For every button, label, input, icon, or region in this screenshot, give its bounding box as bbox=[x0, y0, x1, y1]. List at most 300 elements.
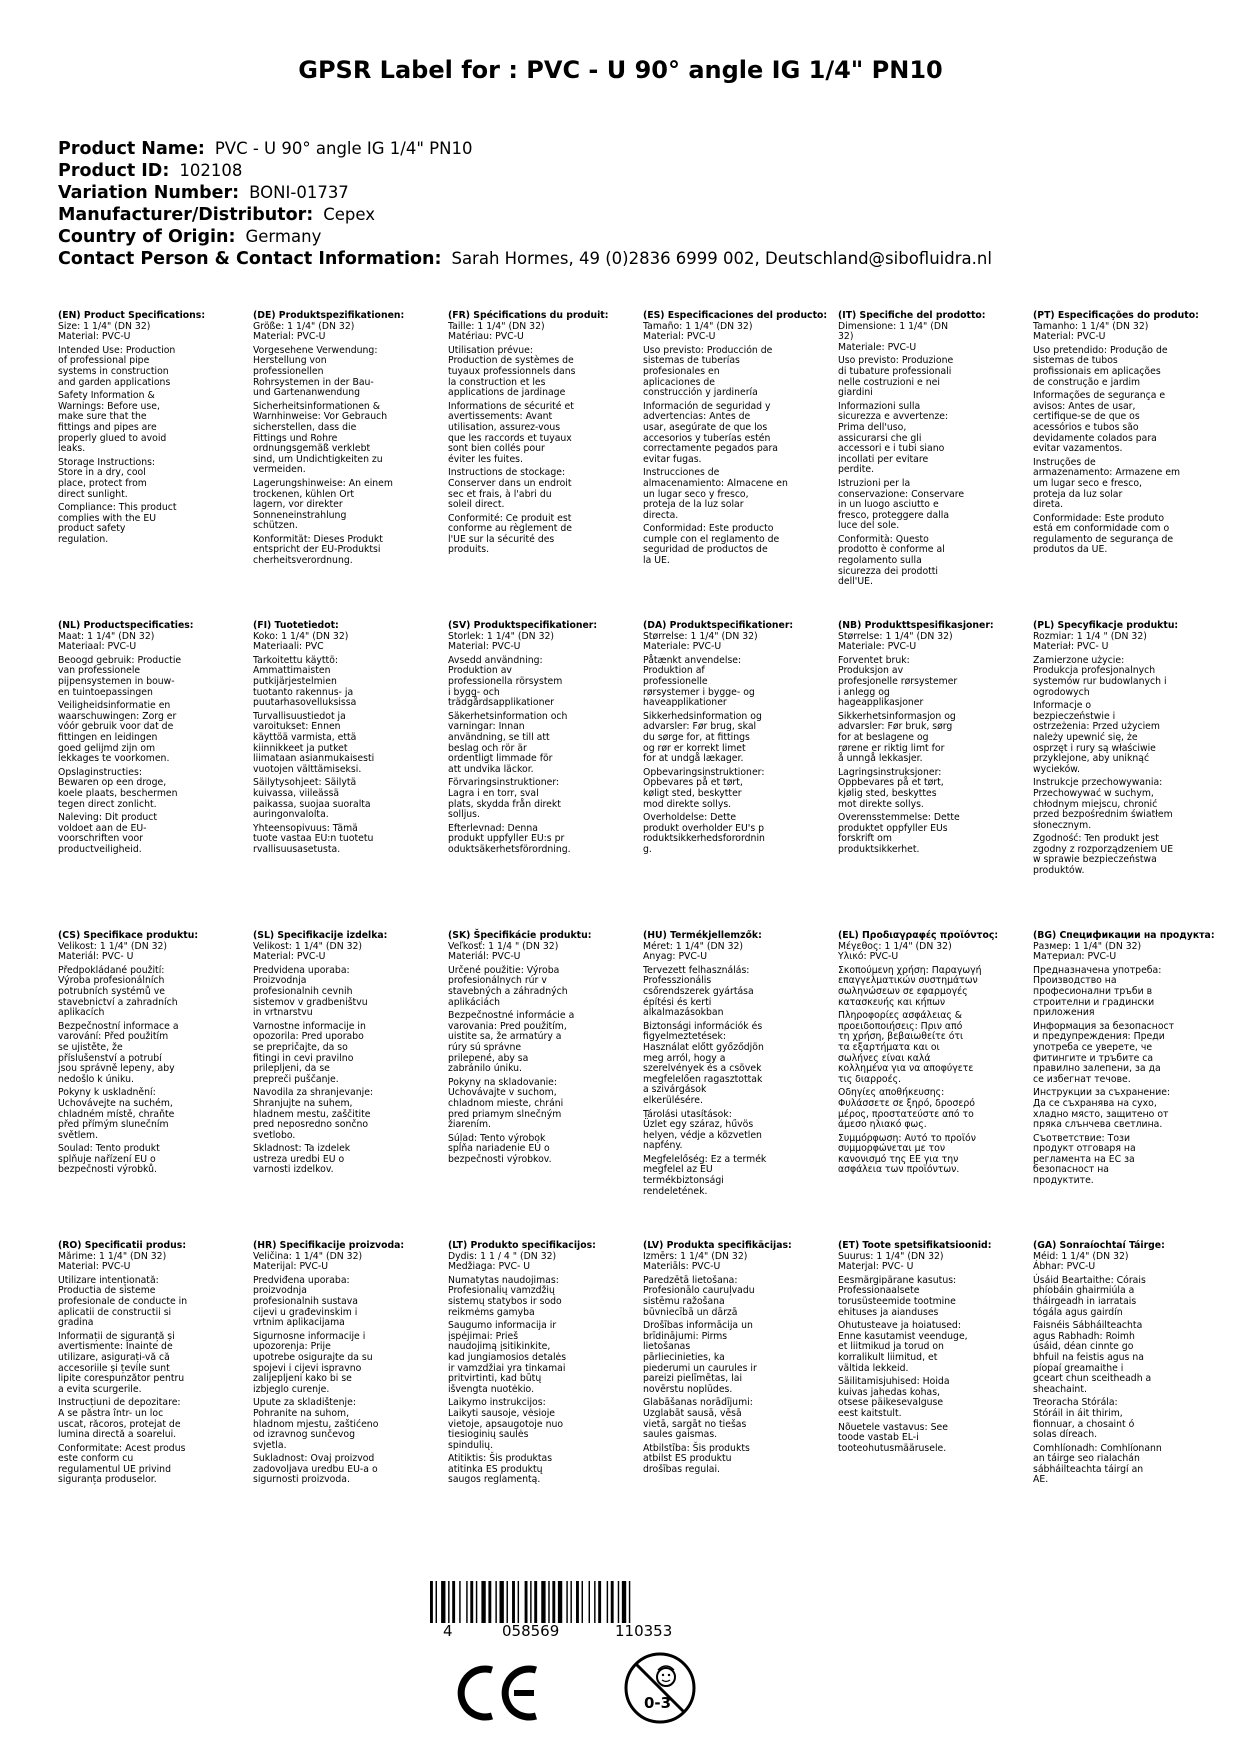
spec-line: Turvallisuustiedot ja bbox=[253, 710, 346, 722]
spec-paragraph bbox=[448, 1321, 638, 1395]
spec-block bbox=[838, 1241, 1028, 1457]
spec-line: Materiāls: PVC-U bbox=[643, 1261, 721, 1273]
spec-line: κατασκευής και κήπων bbox=[838, 996, 946, 1008]
spec-line: Предназначена употреба: bbox=[1033, 964, 1162, 976]
spec-line: строителни и градински bbox=[1033, 996, 1155, 1008]
spec-paragraph bbox=[58, 391, 248, 455]
spec-line: tuyaux professionnels dans bbox=[448, 365, 576, 377]
barcode-bar bbox=[495, 1581, 496, 1623]
spec-line: rúry sú správne bbox=[448, 1041, 522, 1053]
spec-line: Drošības informācija un bbox=[643, 1320, 753, 1332]
spec-line: A se păstra într- un loc bbox=[58, 1407, 164, 1419]
spec-line: helyen, védje a közvetlen bbox=[643, 1129, 762, 1141]
spec-paragraph bbox=[1033, 1088, 1223, 1130]
spec-line: rendeletének. bbox=[643, 1185, 708, 1197]
spec-line: profesjonelle rørsystemer bbox=[838, 675, 958, 687]
spec-line: hageapplikasjoner bbox=[838, 697, 924, 709]
spec-line: a evita scurgerile. bbox=[58, 1383, 142, 1395]
spec-line: varnosti izdelkov. bbox=[253, 1164, 334, 1176]
spec-line: Soulad: Tento produkt bbox=[58, 1143, 160, 1155]
spec-line: Production de systèmes de bbox=[448, 355, 574, 367]
spec-line: meg arról, hogy a bbox=[643, 1052, 726, 1064]
spec-line: Koko: 1 1/4" (DN 32) bbox=[253, 630, 349, 642]
spec-line: építési és kerti bbox=[643, 996, 712, 1008]
spec-line: torusüsteemide tootmine bbox=[838, 1295, 956, 1307]
spec-block bbox=[253, 1241, 443, 1489]
spec-paragraph bbox=[58, 1088, 248, 1141]
spec-line: regulamentul UE privind bbox=[58, 1463, 171, 1475]
spec-line: Zgodność: Ten produkt jest bbox=[1033, 833, 1159, 845]
spec-paragraph bbox=[643, 1444, 833, 1476]
spec-paragraph bbox=[1033, 778, 1223, 831]
spec-line: przyklejone, aby uniknąć bbox=[1033, 753, 1150, 765]
spec-line: Proizvodnja bbox=[253, 975, 307, 987]
spec-line: sábháilteachta táirgí an bbox=[1033, 1463, 1144, 1475]
spec-line: Matériau: PVC-U bbox=[448, 331, 524, 343]
spec-line: Ohutusteave ja hoiatused: bbox=[838, 1320, 961, 1332]
spec-line: Izmērs: 1 1/4" (DN 32) bbox=[643, 1250, 748, 1262]
spec-line: aplikáciách bbox=[448, 996, 501, 1008]
spec-line: Atbilstība: Šis produkts bbox=[643, 1442, 750, 1454]
spec-line: gradina bbox=[58, 1317, 94, 1329]
spec-line: Material: PVC-U bbox=[643, 331, 716, 343]
spec-line: pijpensystemen in bouw- bbox=[58, 675, 175, 687]
spec-line: figyelmeztetések: bbox=[643, 1031, 727, 1043]
page-title: GPSR Label for : PVC - U 90° angle IG 1/4" PN10 bbox=[298, 56, 943, 84]
spec-line: Shranjujte na suhem, bbox=[253, 1097, 353, 1109]
spec-paragraph bbox=[643, 1398, 833, 1440]
spec-line: Skladnost: Ta izdelek bbox=[253, 1143, 351, 1155]
spec-line: perdite. bbox=[838, 464, 875, 476]
spec-line: Materiale: PVC-U bbox=[838, 341, 917, 353]
barcode-bar bbox=[481, 1581, 485, 1623]
spec-line: tiesioginių saulės bbox=[448, 1429, 529, 1441]
spec-line: direct sunlight. bbox=[58, 488, 128, 500]
spec-line: å unngå lekkasjer. bbox=[838, 753, 923, 765]
spec-line: Utilisation prévue: bbox=[448, 344, 533, 356]
spec-line: bezpieczeństwie i bbox=[1033, 710, 1116, 722]
barcode-left-digits: 058569 bbox=[502, 1622, 560, 1640]
spec-paragraph bbox=[643, 1321, 833, 1395]
spec-line: Dimensione: 1 1/4" (DN bbox=[838, 320, 949, 332]
spec-line: en tuintoepassingen bbox=[58, 686, 153, 698]
info-label: Variation Number: bbox=[58, 183, 240, 203]
spec-paragraph bbox=[1033, 514, 1223, 556]
spec-line: Overensstemmelse: Dette bbox=[838, 812, 960, 824]
spec-line: Información de seguridad y bbox=[643, 400, 771, 412]
spec-line: systems in construction bbox=[58, 365, 169, 377]
info-row bbox=[58, 182, 992, 204]
spec-line: an táirge seo rialachán bbox=[1033, 1453, 1140, 1465]
spec-paragraph bbox=[838, 1134, 1028, 1176]
spec-line: sheachaint. bbox=[1033, 1383, 1087, 1395]
spec-line: Veličina: 1 1/4" (DN 32) bbox=[253, 1250, 363, 1262]
spec-line: Размер: 1 1/4" (DN 32) bbox=[1033, 940, 1142, 952]
spec-line: Informacje o bbox=[1033, 700, 1092, 712]
spec-line: sistemov v gradbeništvu bbox=[253, 996, 368, 1008]
spec-line: άμεσο ηλιακό φως. bbox=[838, 1119, 927, 1131]
spec-line: píopaí greamaithe i bbox=[1033, 1362, 1124, 1374]
spec-line: Compliance: This product bbox=[58, 502, 177, 514]
spec-line: Informații de siguranță și bbox=[58, 1330, 175, 1342]
spec-paragraph bbox=[448, 966, 638, 1008]
spec-line: Enne kasutamist veenduge, bbox=[838, 1330, 968, 1342]
spec-paragraph bbox=[838, 1262, 1028, 1273]
spec-line: du sørge for, at fittings bbox=[643, 731, 750, 743]
spec-heading: (PL) Specyfikacje produktu: bbox=[1033, 620, 1179, 631]
spec-line: Sigurnosne informacije i bbox=[253, 1330, 366, 1342]
spec-paragraph bbox=[838, 1088, 1028, 1130]
spec-paragraph bbox=[643, 642, 833, 653]
spec-line: professionella rörsystem bbox=[448, 675, 563, 687]
barcode-bar bbox=[576, 1581, 579, 1623]
spec-paragraph bbox=[1033, 966, 1223, 1019]
spec-line: certifique-se de que os bbox=[1033, 411, 1140, 423]
spec-paragraph bbox=[643, 1110, 833, 1152]
spec-line: profesionalnih cevnih bbox=[253, 985, 353, 997]
spec-paragraph bbox=[58, 1144, 248, 1176]
spec-line: proizvodnja bbox=[253, 1285, 307, 1297]
spec-line: Laikymo instrukcijos: bbox=[448, 1397, 546, 1409]
spec-line: napfény. bbox=[643, 1140, 683, 1152]
spec-line: stavebných a záhradných bbox=[448, 985, 568, 997]
spec-line: zgodny z rozporządzeniem UE bbox=[1033, 843, 1174, 855]
spec-line: Treoracha Stórála: bbox=[1033, 1397, 1118, 1409]
spec-line: användning, se till att bbox=[448, 731, 550, 743]
spec-line: Υλικό: PVC-U bbox=[838, 951, 899, 963]
spec-line: Säkerhetsinformation och bbox=[448, 710, 568, 722]
spec-line: Produksjon av bbox=[838, 665, 904, 677]
spec-line: sistemas de tuberías bbox=[643, 355, 740, 367]
spec-paragraph bbox=[643, 402, 833, 466]
spec-heading: (FI) Tuotetiedot: bbox=[253, 620, 339, 631]
spec-line: prilepljeni, da se bbox=[253, 1063, 330, 1075]
spec-paragraph bbox=[253, 1276, 443, 1329]
spec-line: Informações de segurança e bbox=[1033, 390, 1166, 402]
spec-line: należy upewnić się, że bbox=[1033, 731, 1138, 743]
spec-line: Material: PVC-U bbox=[58, 1261, 131, 1273]
spec-line: Predviđena uporaba: bbox=[253, 1274, 350, 1286]
spec-line: Tervezett felhasználás: bbox=[643, 964, 750, 976]
spec-line: beslag och rör är bbox=[448, 742, 527, 754]
spec-line: di tubature professionali bbox=[838, 365, 952, 377]
spec-line: puutarhasovelluksissa bbox=[253, 697, 357, 709]
spec-line: Pokyny na skladovanie: bbox=[448, 1076, 558, 1088]
spec-line: Size: 1 1/4" (DN 32) bbox=[58, 320, 151, 332]
barcode-bar bbox=[430, 1581, 433, 1623]
spec-paragraph bbox=[253, 1454, 443, 1486]
spec-line: Sicherheitsinformationen & bbox=[253, 400, 381, 412]
spec-line: kjølig sted, beskyttes bbox=[838, 787, 937, 799]
spec-line: Tárolási utasítások: bbox=[643, 1108, 732, 1120]
spec-line: Anyag: PVC-U bbox=[643, 951, 708, 963]
spec-heading: (DE) Produktspezifikationen: bbox=[253, 310, 405, 321]
spec-line: bhfuil na feistis agus na bbox=[1033, 1351, 1144, 1363]
spec-line: kuivas jahedas kohas, bbox=[838, 1386, 940, 1398]
spec-line: Uso pretendido: Produção de bbox=[1033, 344, 1168, 356]
spec-paragraph bbox=[838, 642, 1028, 653]
spec-line: Instrukcje przechowywania: bbox=[1033, 777, 1163, 789]
spec-line: tegen direct zonlicht. bbox=[58, 798, 157, 810]
spec-line: Předpokládané použití: bbox=[58, 964, 165, 976]
spec-line: Материал: PVC-U bbox=[1033, 951, 1117, 963]
spec-line: Opbevaringsinstruktioner: bbox=[643, 766, 765, 778]
spec-paragraph bbox=[643, 1262, 833, 1273]
spec-line: Uso previsto: Producción de bbox=[643, 344, 773, 356]
spec-block bbox=[838, 621, 1028, 858]
spec-line: opozorila: Pred uporabo bbox=[253, 1031, 364, 1043]
spec-line: sistemų statybos ir sodo bbox=[448, 1295, 562, 1307]
spec-line: almacenamiento: Almacene en bbox=[643, 477, 788, 489]
spec-paragraph bbox=[58, 952, 248, 963]
spec-line: prepreči puščanje. bbox=[253, 1073, 339, 1085]
spec-paragraph bbox=[838, 813, 1028, 855]
spec-line: ordentligt limmade för bbox=[448, 753, 553, 765]
spec-paragraph bbox=[643, 1276, 833, 1318]
spec-line: accesorios y tuberías estén bbox=[643, 432, 771, 444]
spec-line: и предупреждения: Преди bbox=[1033, 1031, 1165, 1043]
spec-heading: (EN) Product Specifications: bbox=[58, 310, 206, 321]
spec-line: kiinnikkeet ja putket bbox=[253, 742, 348, 754]
spec-paragraph bbox=[1033, 346, 1223, 388]
spec-heading: (RO) Specificatii produs: bbox=[58, 1240, 187, 1251]
spec-paragraph bbox=[838, 343, 1028, 354]
spec-line: Съответствие: Този bbox=[1033, 1132, 1130, 1144]
spec-line: słonecznym. bbox=[1033, 819, 1092, 831]
barcode-bar bbox=[598, 1581, 601, 1623]
spec-line: žiarením. bbox=[448, 1119, 491, 1131]
spec-line: Conformidade: Este produto bbox=[1033, 512, 1165, 524]
spec-line: σωληνώσεων σε εφαρμογές bbox=[838, 985, 968, 997]
spec-line: vietoje, apsaugotoje nuo bbox=[448, 1418, 564, 1430]
spec-line: varningar: Innan bbox=[448, 721, 525, 733]
spec-line: megfelelően ragasztottak bbox=[643, 1073, 763, 1085]
spec-line: armazenamento: Armazene em bbox=[1033, 467, 1181, 479]
spec-line: Bewaren op een droge, bbox=[58, 777, 167, 789]
spec-paragraph bbox=[58, 1022, 248, 1086]
spec-line: applications de jardinage bbox=[448, 387, 566, 399]
spec-paragraph bbox=[643, 813, 833, 855]
spec-line: Tarkoitettu käyttö: bbox=[253, 654, 339, 666]
barcode-bar bbox=[629, 1581, 630, 1623]
spec-paragraph bbox=[253, 1398, 443, 1451]
spec-line: entspricht der EU-Produktsi bbox=[253, 544, 381, 556]
barcode-bar bbox=[618, 1581, 619, 1623]
barcode-bar bbox=[525, 1581, 528, 1623]
spec-heading: (PT) Especificações do produto: bbox=[1033, 310, 1199, 321]
spec-line: de construção e jardim bbox=[1033, 376, 1141, 388]
barcode-bar bbox=[476, 1581, 477, 1623]
spec-line: Instrucțiuni de depozitare: bbox=[58, 1397, 181, 1409]
info-label: Country of Origin: bbox=[58, 227, 236, 247]
spec-paragraph bbox=[448, 824, 638, 856]
spec-line: Størrelse: 1 1/4" (DN 32) bbox=[838, 630, 953, 642]
spec-line: Vorgesehene Verwendung: bbox=[253, 344, 378, 356]
spec-line: a szivárgások bbox=[643, 1084, 707, 1096]
spec-line: продукт отговаря на bbox=[1033, 1143, 1136, 1155]
spec-line: Store in a dry, cool bbox=[58, 467, 146, 479]
spec-block bbox=[253, 931, 443, 1179]
spec-paragraph bbox=[838, 535, 1028, 588]
barcode bbox=[430, 1581, 730, 1623]
spec-paragraph bbox=[58, 1332, 248, 1396]
spec-line: fionnuar, a chosaint ó bbox=[1033, 1418, 1135, 1430]
barcode-bar bbox=[512, 1581, 515, 1623]
spec-line: įspėjimai: Prieš bbox=[448, 1330, 519, 1342]
info-value: BONI-01737 bbox=[249, 183, 349, 202]
spec-line: tógála agus gairdín bbox=[1033, 1306, 1123, 1318]
spec-line: schützen. bbox=[253, 520, 298, 532]
spec-line: Material: PVC-U bbox=[58, 331, 131, 343]
spec-paragraph bbox=[58, 813, 248, 855]
spec-line: Warnings: Before use, bbox=[58, 400, 160, 412]
spec-paragraph bbox=[838, 952, 1028, 963]
spec-line: Produktion av bbox=[448, 665, 512, 677]
spec-paragraph bbox=[1033, 1262, 1223, 1273]
spec-line: i bygg- och bbox=[448, 686, 500, 698]
spec-line: Instruções de bbox=[1033, 456, 1096, 468]
spec-line: Výroba profesionálních bbox=[58, 975, 165, 987]
spec-line: Produkcja profesjonalnych bbox=[1033, 665, 1156, 677]
spec-line: regulamento de segurança de bbox=[1033, 533, 1174, 545]
spec-line: accesoriile și țevile sunt bbox=[58, 1362, 170, 1374]
spec-line: 32) bbox=[838, 331, 854, 343]
spec-line: Profesionālo cauruļvadu bbox=[643, 1285, 755, 1297]
spec-paragraph bbox=[838, 479, 1028, 532]
spec-line: käyttöä varmista, että bbox=[253, 731, 357, 743]
spec-line: се избегнат течове. bbox=[1033, 1073, 1131, 1085]
spec-heading: (LV) Produkta specifikācijas: bbox=[643, 1240, 792, 1251]
spec-line: τη χρήση, βεβαιωθείτε ότι bbox=[838, 1031, 964, 1043]
barcode-bar bbox=[594, 1581, 595, 1623]
spec-line: Πληροφορίες ασφάλειας & bbox=[838, 1010, 963, 1022]
spec-line: Informations de sécurité et bbox=[448, 400, 574, 412]
spec-line: szerelvények és a csövek bbox=[643, 1063, 762, 1075]
spec-line: Material: PVC-U bbox=[448, 641, 521, 653]
info-label: Contact Person & Contact Information: bbox=[58, 249, 442, 269]
spec-line: zadovoljava uredbu EU-a o bbox=[253, 1463, 378, 1475]
spec-line: prilepené, aby sa bbox=[448, 1052, 529, 1064]
spec-line: pred neposredno sončno bbox=[253, 1119, 369, 1131]
spec-line: τα εξαρτήματα και οι bbox=[838, 1041, 940, 1053]
spec-line: Rohrsystemen in der Bau- bbox=[253, 376, 374, 388]
spec-heading: (ES) Especificaciones del producto: bbox=[643, 310, 828, 321]
spec-line: vietā, sargāt no tiešas bbox=[643, 1418, 747, 1430]
spec-line: lekkages te voorkomen. bbox=[58, 753, 170, 765]
spec-line: incollati per evitare bbox=[838, 453, 929, 465]
spec-line: Biztonsági információk és bbox=[643, 1020, 763, 1032]
spec-line: tháirgeadh in iarratais bbox=[1033, 1295, 1137, 1307]
spec-line: in un luogo asciutto e bbox=[838, 499, 939, 511]
spec-line: potrubních systémů ve bbox=[58, 985, 165, 997]
spec-paragraph bbox=[838, 322, 1028, 343]
spec-paragraph bbox=[253, 952, 443, 963]
spec-line: tuote vastaa EU:n tuotetu bbox=[253, 833, 374, 845]
spec-line: produits. bbox=[448, 544, 490, 556]
spec-line: att undvika läckor. bbox=[448, 763, 534, 775]
spec-paragraph bbox=[58, 1262, 248, 1273]
spec-line: Nõuetele vastavus: See bbox=[838, 1421, 948, 1433]
spec-paragraph bbox=[58, 966, 248, 1019]
spec-line: este conform cu bbox=[58, 1453, 134, 1465]
spec-line: Bezpečnostné informácie a bbox=[448, 1010, 575, 1022]
spec-line: spojevi i cijevi ispravno bbox=[253, 1362, 362, 1374]
spec-line: produktów. bbox=[1033, 865, 1085, 877]
spec-heading: (HU) Termékjellemzők: bbox=[643, 930, 762, 941]
spec-line: Material: PVC-U bbox=[253, 331, 326, 343]
spec-line: aplicatii de constructii si bbox=[58, 1306, 172, 1318]
spec-paragraph bbox=[58, 1398, 248, 1440]
spec-paragraph bbox=[448, 656, 638, 709]
spec-block bbox=[58, 931, 248, 1179]
spec-line: auringonvalolta. bbox=[253, 809, 329, 821]
spec-line: Navodila za shranjevanje: bbox=[253, 1087, 374, 1099]
spec-line: chłodnym miejscu, chronić bbox=[1033, 798, 1158, 810]
spec-line: Mărime: 1 1/4" (DN 32) bbox=[58, 1250, 167, 1262]
spec-line: varování: Před použitím bbox=[58, 1031, 169, 1043]
spec-paragraph bbox=[643, 1022, 833, 1107]
spec-line: proteja de la luz solar bbox=[643, 499, 744, 511]
spec-line: Herstellung von bbox=[253, 355, 327, 367]
spec-line: l'UE sur la sécurité des bbox=[448, 533, 555, 545]
spec-block bbox=[643, 311, 833, 570]
spec-line: Beoogd gebruik: Productie bbox=[58, 654, 182, 666]
spec-line: upozorenja: Prije bbox=[253, 1341, 331, 1353]
spec-line: productveiligheid. bbox=[58, 843, 142, 855]
spec-line: Prima dell'uso, bbox=[838, 421, 907, 433]
info-row bbox=[58, 204, 992, 226]
spec-line: éviter les fuites. bbox=[448, 453, 523, 465]
spec-line: Materiale: PVC-U bbox=[838, 641, 917, 653]
spec-paragraph bbox=[448, 402, 638, 466]
spec-heading: (DA) Produktspecifikationer: bbox=[643, 620, 794, 631]
spec-paragraph bbox=[643, 346, 833, 399]
spec-line: Påtænkt anvendelse: bbox=[643, 654, 742, 666]
spec-paragraph bbox=[448, 1078, 638, 1131]
spec-line: Materiál: PVC-U bbox=[448, 951, 521, 963]
spec-line: product safety bbox=[58, 523, 126, 535]
barcode-bar bbox=[566, 1581, 567, 1623]
spec-paragraph bbox=[1033, 1134, 1223, 1187]
spec-line: profesionalnih sustava bbox=[253, 1295, 358, 1307]
spec-line: Dydis: 1 1 / 4 " (DN 32) bbox=[448, 1250, 557, 1262]
spec-line: solas díreach. bbox=[1033, 1429, 1098, 1441]
spec-line: Tamanho: 1 1/4" (DN 32) bbox=[1033, 320, 1149, 332]
info-value: Cepex bbox=[323, 205, 376, 224]
spec-line: Safety Information & bbox=[58, 390, 155, 402]
spec-line: utilizare, asigurați-vă că bbox=[58, 1351, 170, 1363]
spec-block bbox=[643, 1241, 833, 1478]
spec-paragraph bbox=[1033, 642, 1223, 653]
spec-paragraph bbox=[1033, 701, 1223, 775]
spec-line: chladnom mieste, chráni bbox=[448, 1097, 564, 1109]
spec-heading: (FR) Spécifications du produit: bbox=[448, 310, 609, 321]
spec-line: zabránilo úniku. bbox=[448, 1063, 523, 1075]
spec-line: безопасност на bbox=[1033, 1164, 1109, 1176]
spec-paragraph bbox=[253, 1088, 443, 1141]
spec-line: Materjal: PVC- U bbox=[838, 1261, 914, 1273]
spec-line: Lagerungshinweise: An einem bbox=[253, 477, 393, 489]
spec-line: προειδοποιήσεις: Πριν από bbox=[838, 1020, 963, 1032]
spec-line: употреба се уверете, че bbox=[1033, 1041, 1153, 1053]
spec-line: Atitiktis: Šis produktas bbox=[448, 1453, 553, 1465]
barcode-bar bbox=[541, 1581, 545, 1623]
spec-paragraph bbox=[1033, 1022, 1223, 1086]
spec-line: vältida lekkeid. bbox=[838, 1362, 909, 1374]
ce-mark-icon bbox=[452, 1662, 542, 1724]
spec-line: Σκοπούμενη χρήση: Παραγωγή bbox=[838, 964, 982, 976]
spec-line: pareizi pielīmētas, lai bbox=[643, 1373, 743, 1385]
